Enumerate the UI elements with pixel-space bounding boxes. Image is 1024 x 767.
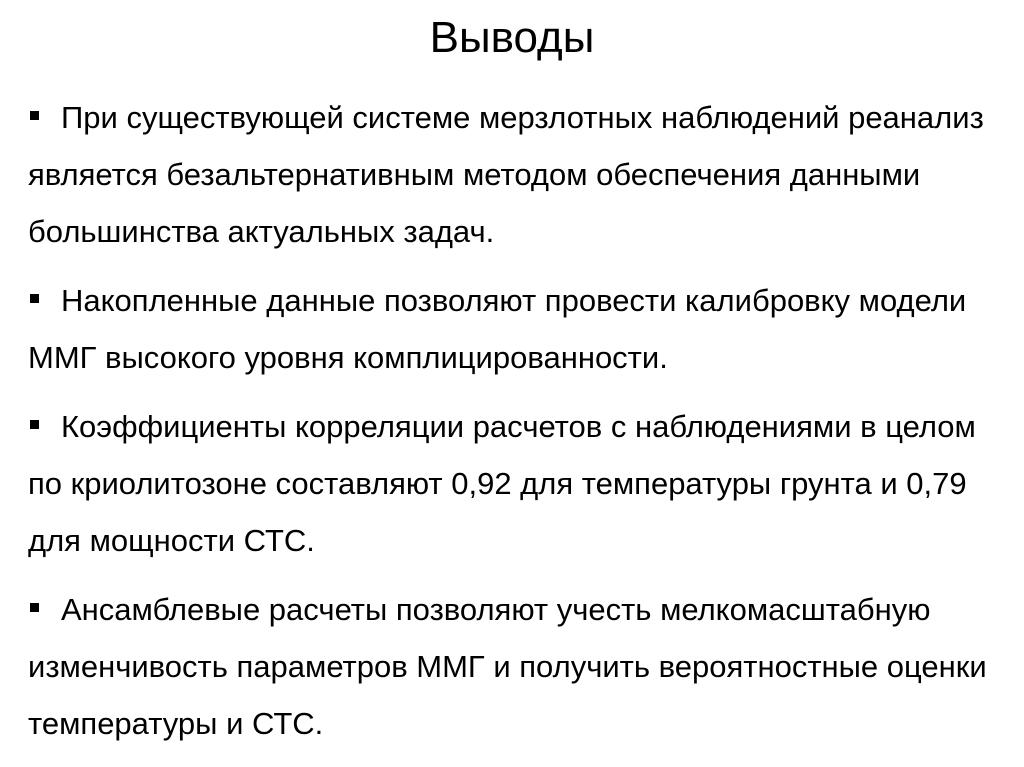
bullet-text: Накопленные данные позволяют провести калибровку модели ММГ высокого уровня комплицированности. bbox=[28, 283, 967, 375]
bullet-item bbox=[28, 581, 1018, 752]
bullet-item bbox=[28, 89, 1018, 260]
bullet-text: Коэффициенты корреляции расчетов с наблюдениями в целом по криолитозоне составляют 0,92 для температуры грунта и 0,79 для мощности СТС. bbox=[28, 409, 976, 558]
bullet-list bbox=[28, 89, 1018, 764]
square-bullet-icon bbox=[30, 603, 39, 612]
bullet-text: Ансамблевые расчеты позволяют учесть мелкомасштабную изменчивость параметров ММГ и получить вероятностные оценки температуры и СТС. bbox=[28, 592, 987, 741]
bullet-item bbox=[28, 272, 1018, 386]
square-bullet-icon bbox=[30, 420, 39, 429]
bullet-text: При существующей системе мерзлотных наблюдений реанализ является безальтернативным методом обеспечения данными большинства актуальных задач. bbox=[28, 100, 984, 249]
square-bullet-icon bbox=[30, 294, 39, 303]
bullet-item bbox=[28, 398, 1018, 569]
slide-title: Выводы bbox=[429, 13, 595, 62]
square-bullet-icon bbox=[30, 111, 39, 120]
